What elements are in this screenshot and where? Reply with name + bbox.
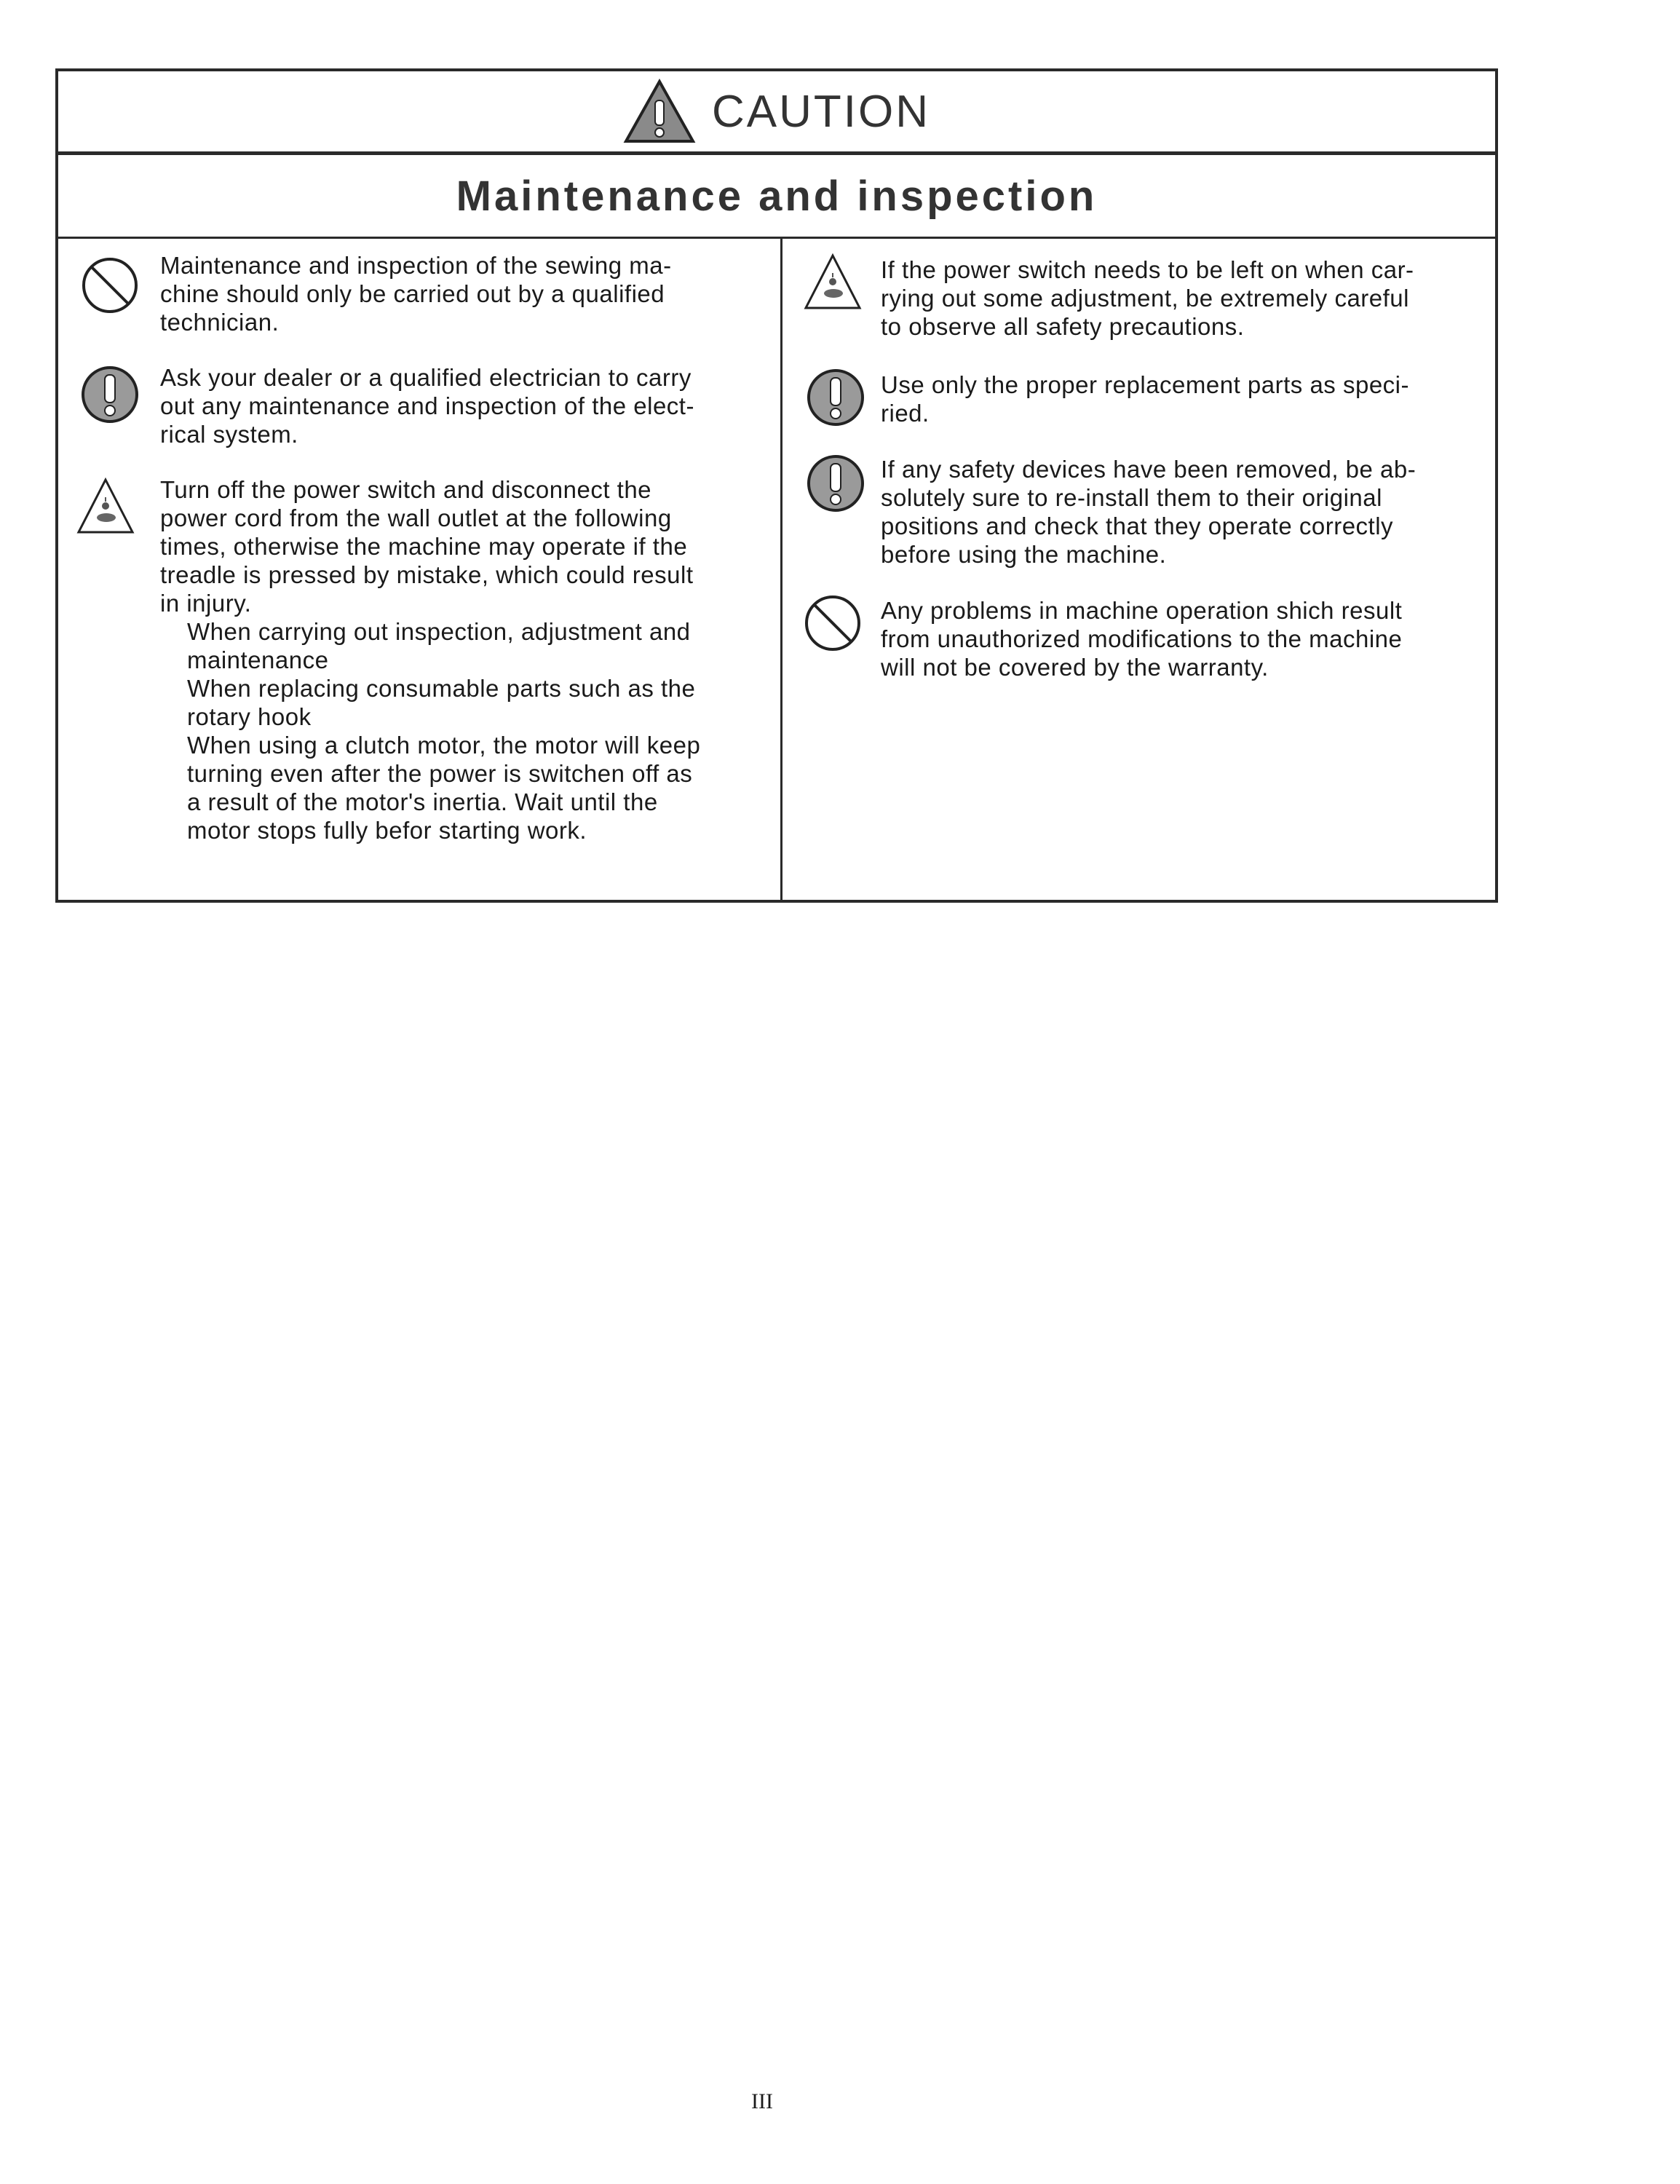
caution-header bbox=[58, 71, 1495, 155]
left-column bbox=[58, 237, 779, 900]
warning-triangle-icon bbox=[623, 79, 696, 144]
item-text: Any problems in machine operation shich result from unauthorized modifications to the machine will not be covered by the warranty. bbox=[881, 597, 1403, 681]
right-column bbox=[782, 237, 1498, 900]
sub-item: When carrying out inspection, adjustment and maintenance bbox=[187, 618, 691, 673]
item-text: If any safety devices have been removed, be ab- solutely sure to re-install them to their original positions and check that they operate correctly before using the machine. bbox=[881, 456, 1416, 568]
mandatory-icon bbox=[80, 365, 140, 424]
hand-warning-icon bbox=[803, 253, 863, 312]
caution-label: CAUTION bbox=[712, 86, 930, 137]
prohibited-icon bbox=[803, 593, 863, 653]
mandatory-icon bbox=[806, 454, 865, 513]
section-header bbox=[58, 155, 1495, 239]
item-text: Use only the proper replacement parts as speci- ried. bbox=[881, 371, 1410, 427]
item-text: Turn off the power switch and disconnect the power cord from the wall outlet at the following times, otherwise the machine may operate if the treadle is pressed by mistake, which could result in injury. bbox=[160, 476, 694, 617]
prohibited-icon bbox=[80, 256, 140, 315]
item-text: If the power switch needs to be left on when car- rying out some adjustment, be extremely careful to observe all safety precautions. bbox=[881, 256, 1414, 340]
item-text: Ask your dealer or a qualified electrician to carry out any maintenance and inspection of the elect- rical system. bbox=[160, 364, 694, 448]
mandatory-icon bbox=[806, 368, 865, 427]
hand-warning-icon bbox=[76, 477, 135, 537]
section-title: Maintenance and inspection bbox=[456, 172, 1098, 220]
sub-item: When using a clutch motor, the motor will keep turning even after the power is switchen off as a result of the motor's inertia. Wait until the motor stops fully befor starting work. bbox=[187, 732, 701, 844]
caution-box bbox=[55, 68, 1498, 903]
item-text: Maintenance and inspection of the sewing ma- chine should only be carried out by a qualified technician. bbox=[160, 252, 672, 336]
page-number: III bbox=[751, 2089, 773, 2113]
sub-item: When replacing consumable parts such as the rotary hook bbox=[187, 675, 696, 730]
